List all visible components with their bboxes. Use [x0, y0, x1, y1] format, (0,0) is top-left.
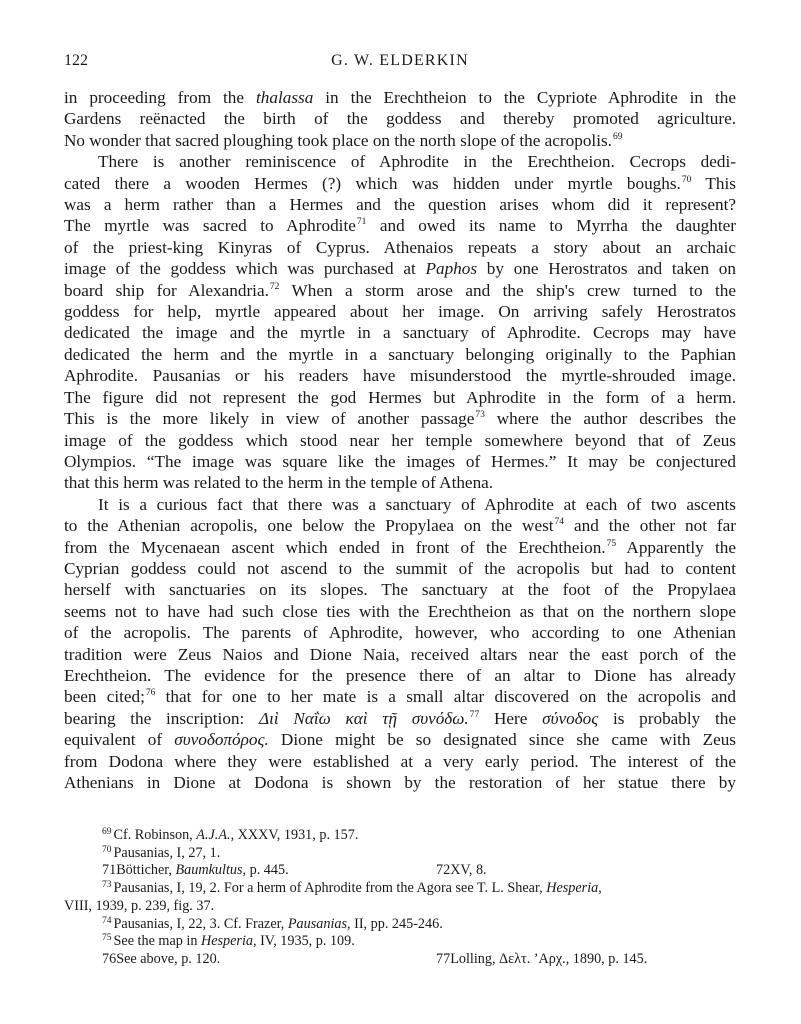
main-text: [64, 87, 736, 793]
footnote-74: $^{74}$ Pausanias, I, 22, 3. Cf. Frazer, Pausanias, II, pp. 245-246.: [102, 915, 443, 932]
body-line: board ship for Alexandria.$^{72}$ When a storm arose and the ship's crew turned to the: [64, 280, 736, 300]
body-line: tradition were Zeus Naios and Dione Naia, received altars near the east porch of the: [64, 644, 736, 664]
footnote-ref: 69: [612, 131, 623, 142]
body-line: Athenians in Dione at Dodona is shown by the restoration of her statue there by: [64, 773, 736, 792]
footnote-72: 72XV, 8.: [436, 862, 487, 879]
body-line: There is another reminiscence of Aphrodite in the Erechtheion. Cecrops dedi-: [98, 152, 736, 172]
body-line: of the priest-king Kinyras of Cyprus. Athenaios repeats a story about an archaic: [64, 237, 736, 257]
footnote-ref: 74: [554, 517, 565, 528]
footnote-ref: 73: [475, 410, 485, 421]
body-line: been cited;$^{76}$ that for one to her mate is a small altar discovered on the acropolis and: [64, 687, 736, 707]
body-line: Cyprian goddess could not ascend to the summit of the acropolis but had to content: [64, 558, 736, 578]
body-line: cated there a wooden Hermes (?) which was hidden under myrtle boughs.$^{70}$ This: [64, 173, 736, 193]
footnote-77: 77Lolling, Δελτ. ’Αρχ., 1890, p. 145.: [436, 950, 648, 967]
footnote-69: $^{69}$ Cf. Robinson, A.J.A., XXXV, 1931, p. 157.: [102, 827, 359, 843]
footnote-ref: 72: [269, 281, 280, 292]
body-line: was a herm rather than a Hermes and the question arises whom did it represent?: [64, 195, 736, 215]
body-line: This is the more likely in view of another passage$^{73}$ where the author describes the: [64, 409, 737, 429]
footnote-73-continued: VIII, 1939, p. 239, fig. 37.: [64, 897, 215, 914]
body-line: image of the goddess which stood near her temple somewhere beyond that of Zeus: [64, 430, 736, 450]
footnote-ref: 71: [356, 217, 367, 228]
running-head: G. W. ELDERKIN: [331, 52, 469, 69]
footnote-70: $^{70}$ Pausanias, I, 27, 1.: [102, 844, 221, 861]
body-line: herself with sanctuaries on its slopes. The sanctuary at the foot of the Propylaea: [64, 580, 736, 600]
body-line: bearing the inscription: Διὶ Ναΐω καὶ τῇ συνόδω.$^{77}$ Here σύνοδος is probably the: [64, 708, 736, 728]
body-line: from Dodona where they were established at a very early period. The interest of the: [64, 751, 736, 771]
footnotes: [64, 827, 736, 969]
footnote-ref: 77: [469, 709, 480, 720]
body-line: that this herm was related to the herm in the temple of Athena.: [64, 473, 494, 493]
body-line: Olympios. “The image was square like the images of Hermes.” It may be conjectured: [64, 451, 736, 471]
footnote-ref: 70: [681, 174, 692, 185]
body-line: Aphrodite. Pausanias or his readers have misunderstood the myrtle-shrouded image.: [64, 366, 736, 386]
page-header: [64, 52, 736, 76]
body-line: The figure did not represent the god Hermes but Aphrodite in the form of a herm.: [64, 387, 736, 407]
body-line: No wonder that sacred ploughing took place on the north slope of the acropolis.$^{69}$: [64, 130, 623, 150]
body-line: image of the goddess which was purchased at Paphos by one Herostratos and taken on: [64, 259, 736, 279]
footnote-73: $^{73}$ Pausanias, I, 19, 2. For a herm of Aphrodite from the Agora see T. L. Shear, Hesperia,: [102, 880, 602, 897]
body-line: from the Mycenaean ascent which ended in front of the Erechtheion.$^{75}$ Apparently the: [64, 537, 736, 557]
body-line: seems not to have had such close ties with the Erechtheion as that on the northern slope: [64, 601, 736, 621]
body-line: to the Athenian acropolis, one below the Propylaea on the west$^{74}$ and the other not far: [64, 516, 737, 536]
body-line: Erechtheion. The evidence for the presence there of an altar to Dione has already: [64, 665, 736, 685]
body-line: in proceeding from the thalassa in the Erechtheion to the Cypriote Aphrodite in the: [64, 88, 736, 107]
body-line: of the acropolis. The parents of Aphrodite, however, who according to one Athenian: [64, 623, 736, 643]
footnote-ref: 76: [145, 688, 156, 699]
body-line: dedicated the image and the myrtle in a sanctuary of Aphrodite. Cecrops may have: [64, 323, 736, 343]
footnote-ref: 75: [606, 538, 617, 549]
footnote-76: 76See above, p. 120.: [102, 950, 221, 967]
body-line: goddess for help, myrtle appeared about her image. On arriving safely Herostratos: [64, 302, 736, 322]
body-line: equivalent of συνοδοπόρος. Dione might be so designated since she came with Zeus: [64, 730, 736, 750]
body-line: Gardens reënacted the birth of the goddess and thereby promoted agriculture.: [64, 109, 736, 129]
body-line: It is a curious fact that there was a sanctuary of Aphrodite at each of two ascents: [98, 494, 736, 514]
body-line: dedicated the herm and the myrtle in a sanctuary belonging originally to the Paphian: [64, 344, 736, 364]
footnote-75: $^{75}$ See the map in Hesperia, IV, 1935, p. 109.: [102, 933, 355, 950]
footnote-71: 71Bötticher, Baumkultus, p. 445.: [102, 862, 289, 879]
footnote-row: [64, 951, 736, 969]
greek-inscription: Διὶ Ναΐω καὶ τῇ συνόδω.: [259, 708, 469, 728]
footnote-row: [64, 862, 736, 880]
body-line: The myrtle was sacred to Aphrodite$^{71}$ and owed its name to Myrrha the daughter: [64, 216, 736, 236]
page-number: 122: [64, 52, 88, 69]
